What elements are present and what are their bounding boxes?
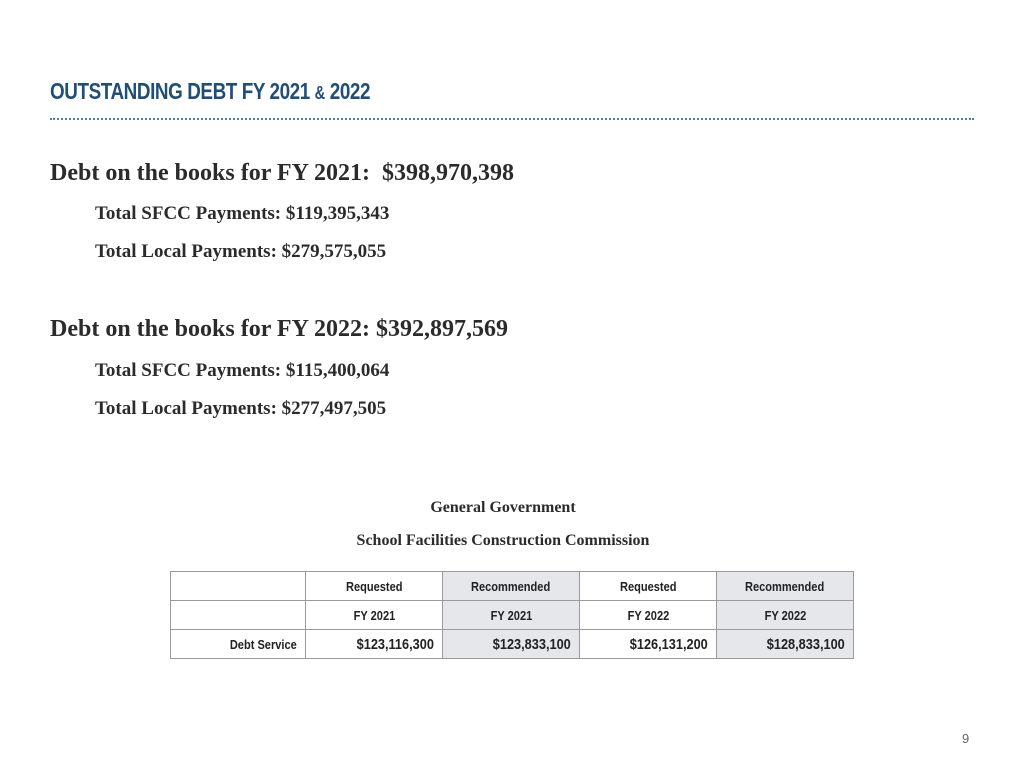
title-year: 2022 [329,78,371,104]
header-requested-2021: Requested [306,572,443,601]
fy2022-local-payments: Total Local Payments: $277,497,505 [95,398,387,419]
fy2021-debt-heading: Debt on the books for FY 2021: $398,970,398 [50,160,515,186]
dotted-divider [50,118,974,120]
header-fy-2022-a: FY 2022 [580,601,717,630]
row-label-debt-service: Debt Service [171,630,306,659]
value-requested-2022: $126,131,200 [580,630,717,659]
fy2021-local-payments: Total Local Payments: $279,575,055 [95,241,387,262]
page-title [50,78,370,105]
fy2021-sfcc-payments: Total SFCC Payments: $119,395,343 [95,203,390,224]
page-number: 9 [962,731,970,746]
header-recommended-2022: Recommended [717,572,854,601]
table-caption-general-government: General Government [430,499,576,516]
value-requested-2021: $123,116,300 [306,630,443,659]
table-corner-cell [171,572,306,601]
header-requested-2022: Requested [580,572,717,601]
debt-service-table [170,571,854,659]
header-fy-2021-a: FY 2021 [306,601,443,630]
value-recommended-2021: $123,833,100 [443,630,580,659]
table-caption-sfcc: School Facilities Construction Commission [356,532,650,549]
table-blank-cell [171,601,306,630]
value-recommended-2022: $128,833,100 [717,630,854,659]
fy2022-sfcc-payments: Total SFCC Payments: $115,400,064 [95,360,390,381]
title-main: OUTSTANDING DEBT FY 2021 [50,78,310,104]
title-ampersand: & [314,83,325,103]
header-fy-2022-b: FY 2022 [717,601,854,630]
table-header-row-2 [171,601,854,630]
header-recommended-2021: Recommended [443,572,580,601]
table-row-debt-service [171,630,854,659]
header-fy-2021-b: FY 2021 [443,601,580,630]
table-header-row-1 [171,572,854,601]
fy2022-debt-heading: Debt on the books for FY 2022: $392,897,569 [50,316,509,342]
